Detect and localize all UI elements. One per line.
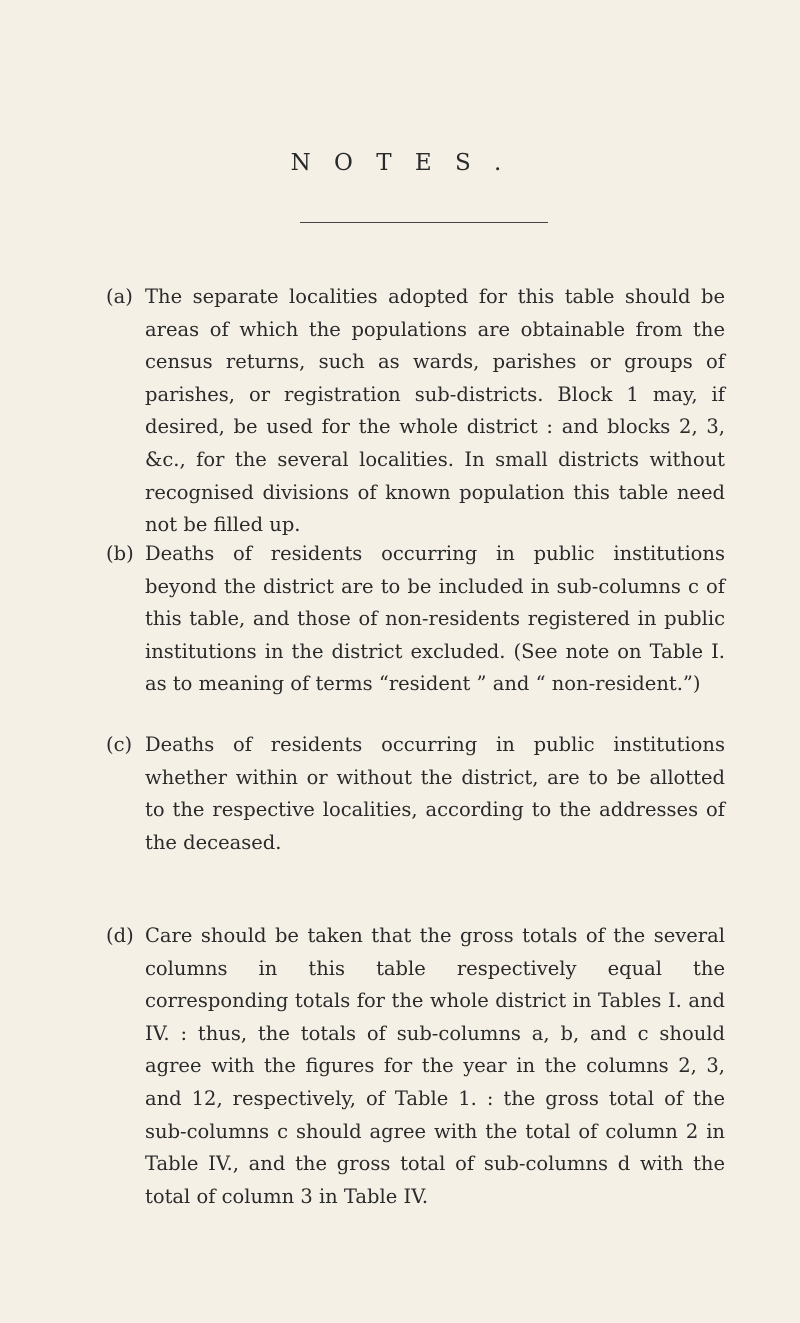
note-d bbox=[106, 920, 725, 1213]
title-divider bbox=[300, 222, 548, 223]
note-c-label: (c) bbox=[106, 733, 133, 756]
note-c-text: Deaths of residents occurring in public institutions whether within or without the district, are to be allotted to the respective localities, according to the addresses of the deceased. bbox=[145, 733, 725, 854]
note-a bbox=[106, 281, 725, 542]
note-d-text: Care should be taken that the gross totals of the several columns in this table respectively equal the corresponding totals for the whole district in Tables I. and IV. : thus, the totals of sub-columns a, b, and c should agree with the figures for the year in the columns 2, 3, and 12, respectively, of Table 1. : the gross total of the sub-columns c should agree with the total of column 2 in Table IV., and the gross total of sub-columns d with the total of column 3 in Table IV. bbox=[145, 924, 725, 1208]
note-b bbox=[106, 538, 725, 701]
note-c bbox=[106, 729, 725, 859]
note-a-text: The separate localities adopted for this table should be areas of which the populations are obtainable from the census returns, such as wards, parishes or groups of parishes, or registration sub-districts. Block 1 may, if desired, be used for the whole district : and blocks 2, 3, &c., for the several localities. In small districts without recognised divisions of known population this table need not be filled up. bbox=[145, 285, 725, 537]
note-d-label: (d) bbox=[106, 924, 134, 947]
note-a-label: (a) bbox=[106, 285, 133, 308]
note-b-label: (b) bbox=[106, 542, 134, 565]
page-title: N O T E S . bbox=[290, 150, 510, 176]
note-b-text: Deaths of residents occurring in public institutions beyond the district are to be included in sub-columns c of this table, and those of non-residents registered in public institutions in the district excluded. (See note on Table I. as to meaning of terms “resident ” and “ non-resident.”) bbox=[145, 542, 725, 696]
